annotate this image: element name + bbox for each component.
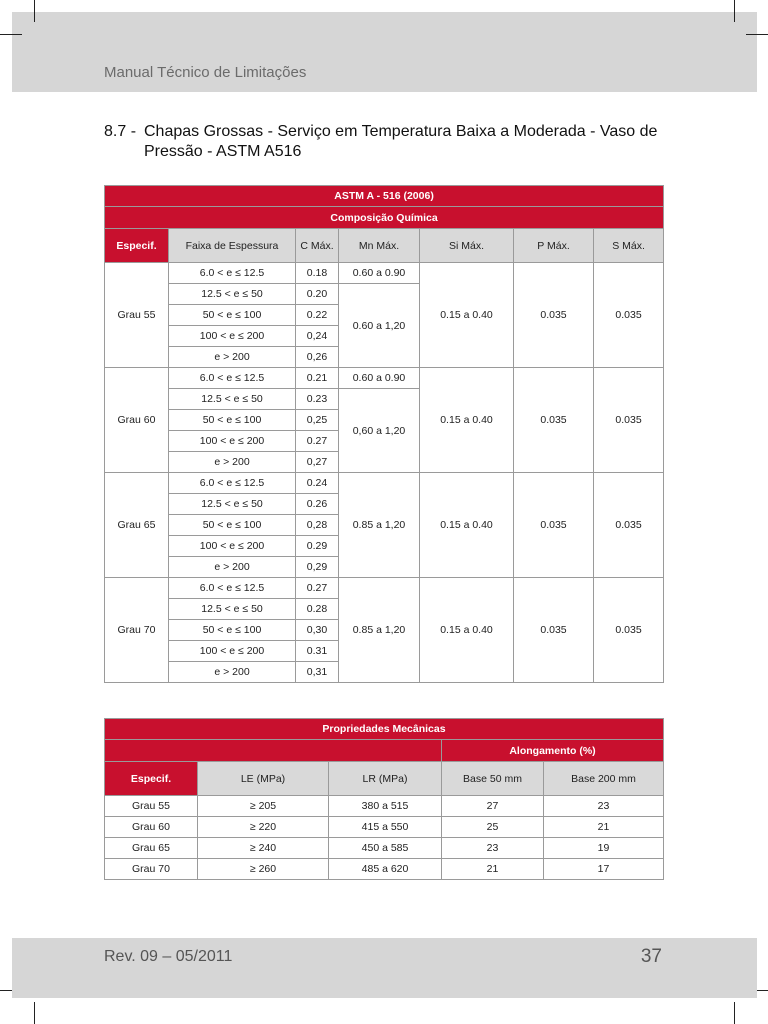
yield-strength-cell: ≥ 205 <box>198 796 329 817</box>
phosphorus-cell: 0.035 <box>514 368 594 473</box>
manganese-cell: 0.60 a 1,20 <box>339 284 420 368</box>
carbon-cell: 0.22 <box>296 305 339 326</box>
silicon-cell: 0.15 a 0.40 <box>420 578 514 683</box>
thickness-range-cell: 12.5 < e ≤ 50 <box>169 389 296 410</box>
carbon-cell: 0,25 <box>296 410 339 431</box>
thickness-range-cell: 12.5 < e ≤ 50 <box>169 284 296 305</box>
thickness-range-cell: e > 200 <box>169 662 296 683</box>
grade-label: Grau 55 <box>105 796 198 817</box>
thickness-range-cell: 100 < e ≤ 200 <box>169 536 296 557</box>
footer-revision: Rev. 09 – 05/2011 <box>104 948 233 965</box>
header-base-200: Base 200 mm <box>544 762 664 796</box>
tensile-strength-cell: 485 a 620 <box>329 859 442 880</box>
manganese-cell: 0.60 a 0.90 <box>339 263 420 284</box>
carbon-cell: 0.29 <box>296 536 339 557</box>
yield-strength-cell: ≥ 240 <box>198 838 329 859</box>
mechanical-properties-table <box>104 718 664 880</box>
carbon-cell: 0.26 <box>296 494 339 515</box>
yield-strength-cell: ≥ 220 <box>198 817 329 838</box>
mech-header-spec: Especif. <box>105 762 198 796</box>
carbon-cell: 0,31 <box>296 662 339 683</box>
carbon-cell: 0.24 <box>296 473 339 494</box>
grade-label: Grau 60 <box>105 368 169 473</box>
section-heading: Chapas Grossas - Serviço em Temperatura Baixa a Moderada - Vaso de Pressão - ASTM A516 <box>144 123 658 160</box>
crop-mark <box>734 0 735 22</box>
section-number: 8.7 - <box>104 123 137 140</box>
carbon-cell: 0,28 <box>296 515 339 536</box>
grade-label: Grau 65 <box>105 838 198 859</box>
carbon-cell: 0,27 <box>296 452 339 473</box>
elongation-50-cell: 27 <box>442 796 544 817</box>
tensile-strength-cell: 380 a 515 <box>329 796 442 817</box>
thickness-range-cell: 50 < e ≤ 100 <box>169 305 296 326</box>
sulfur-cell: 0.035 <box>594 473 664 578</box>
crop-mark <box>0 34 22 35</box>
phosphorus-cell: 0.035 <box>514 578 594 683</box>
carbon-cell: 0.27 <box>296 431 339 452</box>
grade-label: Grau 55 <box>105 263 169 368</box>
table-row <box>105 817 664 838</box>
grade-label: Grau 60 <box>105 817 198 838</box>
thickness-range-cell: 12.5 < e ≤ 50 <box>169 599 296 620</box>
chem-table-subtitle: Composição Química <box>105 207 664 229</box>
phosphorus-cell: 0.035 <box>514 473 594 578</box>
sulfur-cell: 0.035 <box>594 578 664 683</box>
tensile-strength-cell: 450 a 585 <box>329 838 442 859</box>
carbon-cell: 0.27 <box>296 578 339 599</box>
thickness-range-cell: e > 200 <box>169 557 296 578</box>
table-row <box>105 473 664 494</box>
table-row <box>105 368 664 389</box>
elongation-header: Alongamento (%) <box>442 740 664 762</box>
elongation-200-cell: 17 <box>544 859 664 880</box>
sulfur-cell: 0.035 <box>594 263 664 368</box>
carbon-cell: 0,26 <box>296 347 339 368</box>
header-yield-strength: LE (MPa) <box>198 762 329 796</box>
carbon-cell: 0.31 <box>296 641 339 662</box>
crop-mark <box>734 1002 735 1024</box>
thickness-range-cell: 50 < e ≤ 100 <box>169 410 296 431</box>
silicon-cell: 0.15 a 0.40 <box>420 263 514 368</box>
mech-table-title: Propriedades Mecânicas <box>105 719 664 740</box>
header-spec: Especif. <box>105 229 169 263</box>
header-silicon: Si Máx. <box>420 229 514 263</box>
thickness-range-cell: 6.0 < e ≤ 12.5 <box>169 578 296 599</box>
page-number: 37 <box>640 946 662 967</box>
phosphorus-cell: 0.035 <box>514 263 594 368</box>
header-phosphorus: P Máx. <box>514 229 594 263</box>
thickness-range-cell: 6.0 < e ≤ 12.5 <box>169 473 296 494</box>
elongation-200-cell: 19 <box>544 838 664 859</box>
header-title: Manual Técnico de Limitações <box>104 64 307 81</box>
grade-label: Grau 70 <box>105 859 198 880</box>
sulfur-cell: 0.035 <box>594 368 664 473</box>
carbon-cell: 0,29 <box>296 557 339 578</box>
thickness-range-cell: 50 < e ≤ 100 <box>169 620 296 641</box>
header-carbon: C Máx. <box>296 229 339 263</box>
manganese-cell: 0.60 a 0.90 <box>339 368 420 389</box>
manganese-cell: 0.85 a 1,20 <box>339 578 420 683</box>
header-tensile-strength: LR (MPa) <box>329 762 442 796</box>
thickness-range-cell: 6.0 < e ≤ 12.5 <box>169 263 296 284</box>
header-base-50: Base 50 mm <box>442 762 544 796</box>
chemical-composition-table <box>104 185 664 683</box>
thickness-range-cell: 6.0 < e ≤ 12.5 <box>169 368 296 389</box>
carbon-cell: 0.20 <box>296 284 339 305</box>
elongation-200-cell: 21 <box>544 817 664 838</box>
header-thickness-range: Faixa de Espessura <box>169 229 296 263</box>
table-row <box>105 838 664 859</box>
chem-table-title: ASTM A - 516 (2006) <box>105 186 664 207</box>
yield-strength-cell: ≥ 260 <box>198 859 329 880</box>
table-row <box>105 796 664 817</box>
carbon-cell: 0.18 <box>296 263 339 284</box>
thickness-range-cell: e > 200 <box>169 347 296 368</box>
carbon-cell: 0.21 <box>296 368 339 389</box>
crop-mark <box>746 34 768 35</box>
carbon-cell: 0.28 <box>296 599 339 620</box>
thickness-range-cell: e > 200 <box>169 452 296 473</box>
crop-mark <box>34 0 35 22</box>
elongation-50-cell: 21 <box>442 859 544 880</box>
elongation-50-cell: 23 <box>442 838 544 859</box>
header-sulfur: S Máx. <box>594 229 664 263</box>
thickness-range-cell: 12.5 < e ≤ 50 <box>169 494 296 515</box>
silicon-cell: 0.15 a 0.40 <box>420 368 514 473</box>
thickness-range-cell: 100 < e ≤ 200 <box>169 431 296 452</box>
carbon-cell: 0,24 <box>296 326 339 347</box>
carbon-cell: 0.23 <box>296 389 339 410</box>
grade-label: Grau 65 <box>105 473 169 578</box>
crop-mark <box>34 1002 35 1024</box>
thickness-range-cell: 100 < e ≤ 200 <box>169 641 296 662</box>
manganese-cell: 0,60 a 1,20 <box>339 389 420 473</box>
elongation-200-cell: 23 <box>544 796 664 817</box>
table-row <box>105 859 664 880</box>
thickness-range-cell: 50 < e ≤ 100 <box>169 515 296 536</box>
table-row <box>105 263 664 284</box>
header-manganese: Mn Máx. <box>339 229 420 263</box>
table-row <box>105 578 664 599</box>
grade-label: Grau 70 <box>105 578 169 683</box>
manganese-cell: 0.85 a 1,20 <box>339 473 420 578</box>
mech-table-blank-header <box>105 740 442 762</box>
silicon-cell: 0.15 a 0.40 <box>420 473 514 578</box>
carbon-cell: 0,30 <box>296 620 339 641</box>
elongation-50-cell: 25 <box>442 817 544 838</box>
thickness-range-cell: 100 < e ≤ 200 <box>169 326 296 347</box>
tensile-strength-cell: 415 a 550 <box>329 817 442 838</box>
